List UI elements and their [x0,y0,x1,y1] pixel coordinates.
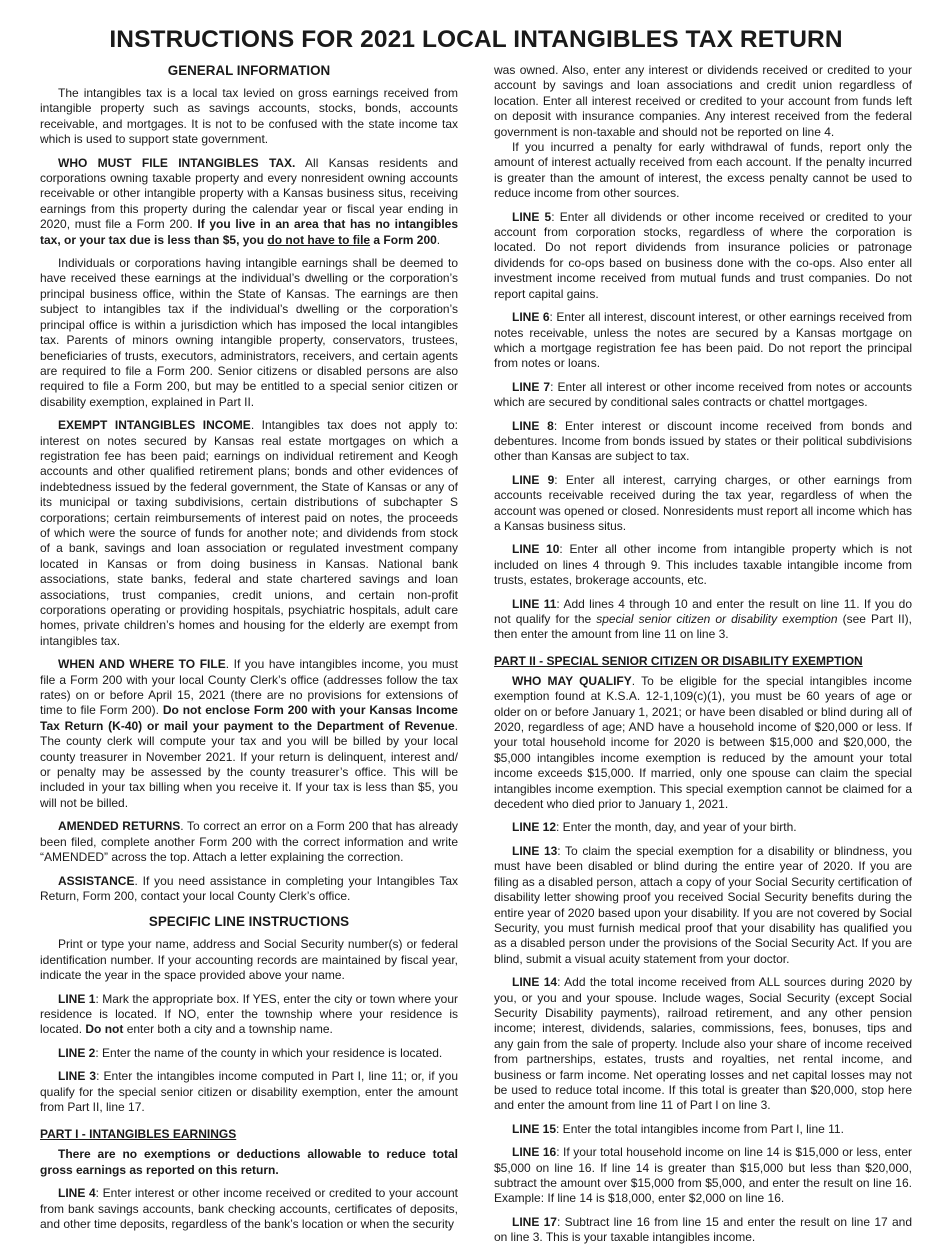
line-11-paragraph [494,597,912,643]
line-11-text: : Add lines 4 through 10 and enter the result on line 11. If you do not qualify for the [494,596,913,626]
line-13-paragraph [494,844,912,967]
line-8-paragraph [494,419,912,465]
line-11-italic: special senior citizen or disability exemption [596,612,838,626]
line-12-text: : Enter the month, day, and year of your birth. [556,820,797,835]
who-must-file-text: All Kansas residents and corporations owning taxable property and every nonresident owning accounts receivable or other intangible property with a Kansas business situs, receiving earnings from this property during the calendar year or fiscal year ending in 2020, must file a Form 200. [40,155,459,232]
penalty-paragraph: If you incurred a penalty for early withdrawal of funds, report only the amount of interest actually received from each account. If the penalty incurred is greater than the amount of interest, the excess penalty cannot be used to reduce income from other sources. [494,140,912,201]
line-13-label: LINE 13 [512,843,558,858]
who-must-file-label: WHO MUST FILE INTANGIBLES TAX. [58,155,296,170]
two-column-body [40,63,912,1246]
who-must-file-end: . [436,232,441,247]
line-4-continued: was owned. Also, enter any interest or dividends received or credited to your account by savings and loan associations and credit union regardless of location. Enter all interest received or credited to your account from funds left on deposit with insurance companies. Any interest received from the federal government is non-taxable and should not be reported on line 4. [494,63,912,139]
who-may-qualify-text: . To be eligible for the special intangibles income exemption found at K.S.A. 12-1,109(c)(1), you must be 60 years of age or older on or before January 1, 2021; or have been disabled or blind during all of 2020, regardless of age; AND have a household income of $20,000 or less. If your total household income for 2020 is between $15,000 and $20,000, the $5,000 intangibles income exemption is reduced by the amount your total income exceeds $15,000. If married, only one spouse can claim the special intangibles income exemption. This special exemption cannot be claimed for a decedent who died prior to January 1, 2021. [494,673,912,812]
line-2-label: LINE 2 [58,1045,96,1060]
line-7-text: : Enter all interest or other income received from notes or accounts which are secured by conditional sales contracts or chattel mortgages. [494,379,913,410]
line-16-paragraph [494,1145,912,1207]
line-1-label: LINE 1 [58,991,96,1006]
line-11-end: (see Part II), then enter the amount from line 11 on line 3. [494,612,913,642]
line-12-label: LINE 12 [512,820,557,835]
line-10-text: : Enter all other income from intangible property which is not included on lines 4 through 9. This includes taxable intangible income from trusts, estates, brokerage accounts, etc. [494,542,913,588]
specific-intro-paragraph: Print or type your name, address and Social Security number(s) or federal identification number. If your accounting records are maintained by fiscal year, indicate the year in the space provided above your name. [40,937,458,983]
line-9-label: LINE 9 [512,472,555,487]
line-5-text: : Enter all dividends or other income received or credited to your account from corporation stocks, regardless of where the corporation is located. Do not report dividends from insurance policies or patronage dividends for co-ops based on business done with the co-ops. Also enter all investment income received from mutual funds and trust companies. Do not report capital gains. [494,209,913,301]
line-9-paragraph [494,473,912,535]
line-7-paragraph [494,380,912,411]
specific-line-instructions-heading: SPECIFIC LINE INSTRUCTIONS [148,914,350,930]
line-6-label: LINE 6 [512,310,550,325]
part-2-heading: PART II - SPECIAL SENIOR CITIZEN OR DISABILITY EXEMPTION [494,653,863,668]
line-8-label: LINE 8 [512,418,554,433]
line-10-label: LINE 10 [512,542,560,557]
earnings-deemed-paragraph: Individuals or corporations having intangible earnings shall be deemed to have received these earnings at the individual’s dwelling or the corporation’s principal business office, within the State of Kansas. The earnings are then subject to intangibles tax if the individual’s dwelling or the corporation’s principal office is within a jurisdiction which has imposed the local intangibles tax. Parents of minors owning intangible property, conservators, trustees, beneficiaries of trusts, executors, administrators, receivers, and certain agents are required to file a Form 200. Senior citizens or disabled persons are also required to file a Form 200, but may be entitled to a special senior citizen or disability exemption, explained in Part II. [40,256,458,409]
who-must-file-paragraph [40,156,458,248]
when-where-bold: Do not enclose Form 200 with your Kansas Income Tax Return (K-40) or mail your payment to the Department of Revenue [40,703,458,733]
amended-returns-text: . To correct an error on a Form 200 that has already been filed, complete another Form 200 with the correct information and write “AMENDED” across the top. Attach a letter explaining the correction. [40,819,458,865]
amended-returns-label: AMENDED RETURNS [58,819,181,834]
line-3-paragraph [40,1069,458,1115]
amended-returns-paragraph [40,819,458,865]
when-where-text2: . The county clerk will compute your tax and you will be billed by your local county treasurer in November 2021. If your return is delinquent, interest and/ or penalty may be assessed by the county treasurer’s office. This will be included in your tax billing when you receive it. If your tax is less than $5, you will not be billed. [40,718,458,810]
line-15-label: LINE 15 [512,1121,557,1136]
left-column [40,63,458,1246]
general-information-heading: GENERAL INFORMATION [167,63,331,78]
line-15-paragraph [494,1122,912,1137]
line-1-end: enter both a city and a township name. [123,1022,333,1037]
exempt-income-text: . Intangibles tax does not apply to: interest on notes secured by Kansas real estate mortgages on which a registration fee has been paid; earnings on individual retirement and Keogh accounts and other qualified retirement plans; bonds and other evidences of indebtedness issued by the federal government, the State of Kansas or any of its municipal or taxing subdivisions, certain distributions of subchapter S corporations; certain reimbursements of interest paid on notes, the proceeds of which were the source of funds for another note; and dividends from stock of a bank, savings and loan association or regulated investment company located in Kansas or from doing business in Kansas. National bank associations, state banks, federal and state chartered savings and loan associations, trust companies, credit unions, and certain non-profit corporations operating or providing hospitals, psychiatric hospitals, adult care homes, private children’s homes and housing for the elderly are exempt from intangibles tax. [40,418,458,648]
line-14-paragraph [494,975,912,1114]
line-6-text: : Enter all interest, discount interest, or other earnings received from notes receivable, unless the notes are secured by a Kansas mortgage on which a mortgage registration fee has been paid. Do not report the principal from notes or loans. [494,310,913,371]
assistance-label: ASSISTANCE [58,873,135,888]
assistance-text: . If you need assistance in completing your Intangibles Tax Return, Form 200, contact your local County Clerk’s office. [40,873,458,903]
exempt-income-label: EXEMPT INTANGIBLES INCOME [58,418,251,433]
line-2-text: : Enter the name of the county in which your residence is located. [95,1045,443,1060]
line-1-paragraph [40,992,458,1038]
line-14-text: : Add the total income received from ALL sources during 2020 by you, or you and your spouse. Include wages, Social Security (except Social Security Disability payments), railroad retirement, and any other pension income; interest, dividends, salaries, commissions, fees, bonuses, tips and any gain from the sale of property. Include also your share of income received from partnerships, estates, trusts and royalties, net rental income, and business or farm income. Net operating losses and net capital losses may not be used to reduce total income. If this total is greater than $20,000, stop here and enter the amount from line 11 of Part I on line 3. [494,975,912,1113]
line-1-bold: Do not [85,1022,124,1037]
line-4-text: : Enter interest or other income received or credited to your account from bank savings accounts, bank checking accounts, certificates of deposits, and other time deposits, regardless of the bank’s location or when the security [40,1186,458,1231]
line-11-label: LINE 11 [512,596,557,611]
line-3-text: : Enter the intangibles income computed in Part I, line 11; or, if you qualify for the special senior citizen or disability exemption, enter the amount from Part II, line 17. [40,1069,458,1114]
line-5-label: LINE 5 [512,209,552,224]
line-13-text: : To claim the special exemption for a disability or blindness, you must have been disabled or blind during the entire year of 2020. If you are filing as a disabled person, attach a copy of your Social Security certification of disability letter showing proof you received Social Security benefits during the entire year of 2020 based upon your disability. If you are not covered by Social Security, you must furnish medical proof that your disability has qualified you as a disabled person under the provisions of the Social Security Act. If you are blind, submit a visual acuity statement from your doctor. [494,843,912,966]
when-where-label: WHEN AND WHERE TO FILE [58,657,226,672]
line-3-label: LINE 3 [58,1069,97,1084]
line-5-paragraph [494,210,912,302]
assistance-paragraph [40,874,458,905]
line-9-text: : Enter all interest, carrying charges, or other earnings from accounts receivable received during the tax year, regardless of when the account was opened or closed. Nonresidents must report all income which has a Kansas business situs. [494,472,912,533]
line-15-text: : Enter the total intangibles income from Part I, line 11. [556,1121,844,1136]
part-1-note: There are no exemptions or deductions allowable to reduce total gross earnings as reported on this return. [40,1147,458,1177]
line-16-label: LINE 16 [512,1145,557,1160]
line-8-text: : Enter interest or discount income received from bonds and debentures. Income from bonds issued by states or their political subdivisions other than Kansas are subject to tax. [494,418,912,464]
who-must-file-bold-b: a Form 200 [370,232,437,247]
page-title: INSTRUCTIONS FOR 2021 LOCAL INTANGIBLES TAX RETURN [109,26,843,53]
when-where-paragraph [40,657,458,811]
line-14-label: LINE 14 [512,975,558,990]
who-may-qualify-paragraph [494,674,912,813]
line-4-label: LINE 4 [58,1186,96,1201]
line-16-text: : If your total household income on line 14 is $15,000 or less, enter $5,000 on line 16. If line 14 is greater than $15,000 but less than $20,000, subtract the amount over $15,000 from $5,000, and enter the result on line 16. Example: If line 14 is $18,000, enter $2,000 on line 16. [494,1145,913,1206]
line-7-label: LINE 7 [512,379,551,394]
line-17-text: : Subtract line 16 from line 15 and enter the result on line 17 and on line 3. This is your taxable intangibles income. [494,1214,912,1245]
line-17-paragraph [494,1215,912,1246]
when-where-text: . If you have intangibles income, you must file a Form 200 with your local County Clerk’s office (addresses follow the tax rates) on or before April 15, 2021 (there are no provisions for extensions of time to file Form 200). [40,657,459,718]
who-must-file-bold-underline: do not have to file [267,232,371,247]
line-4-paragraph [40,1186,458,1232]
part-1-heading: PART I - INTANGIBLES EARNINGS [40,1127,237,1142]
general-intro-paragraph: The intangibles tax is a local tax levied on gross earnings received from intangible property such as savings accounts, stocks, bonds, accounts receivable, and mortgages. It is not to be confused with the state income tax which is used to support state government. [40,86,458,147]
line-6-paragraph [494,310,912,372]
who-must-file-bold-a: If you live in an area that has no intangibles tax, or your tax due is less than $5, you [40,217,459,247]
line-2-paragraph [40,1046,458,1061]
line-12-paragraph [494,820,912,835]
who-may-qualify-label: WHO MAY QUALIFY [512,673,632,688]
line-1-text: : Mark the appropriate box. If YES, enter the city or town where your residence is located. If NO, enter the township where your residence is located. [40,991,459,1037]
line-10-paragraph [494,542,912,588]
line-17-label: LINE 17 [512,1214,557,1229]
right-column [494,63,912,1246]
exempt-income-paragraph [40,418,458,649]
